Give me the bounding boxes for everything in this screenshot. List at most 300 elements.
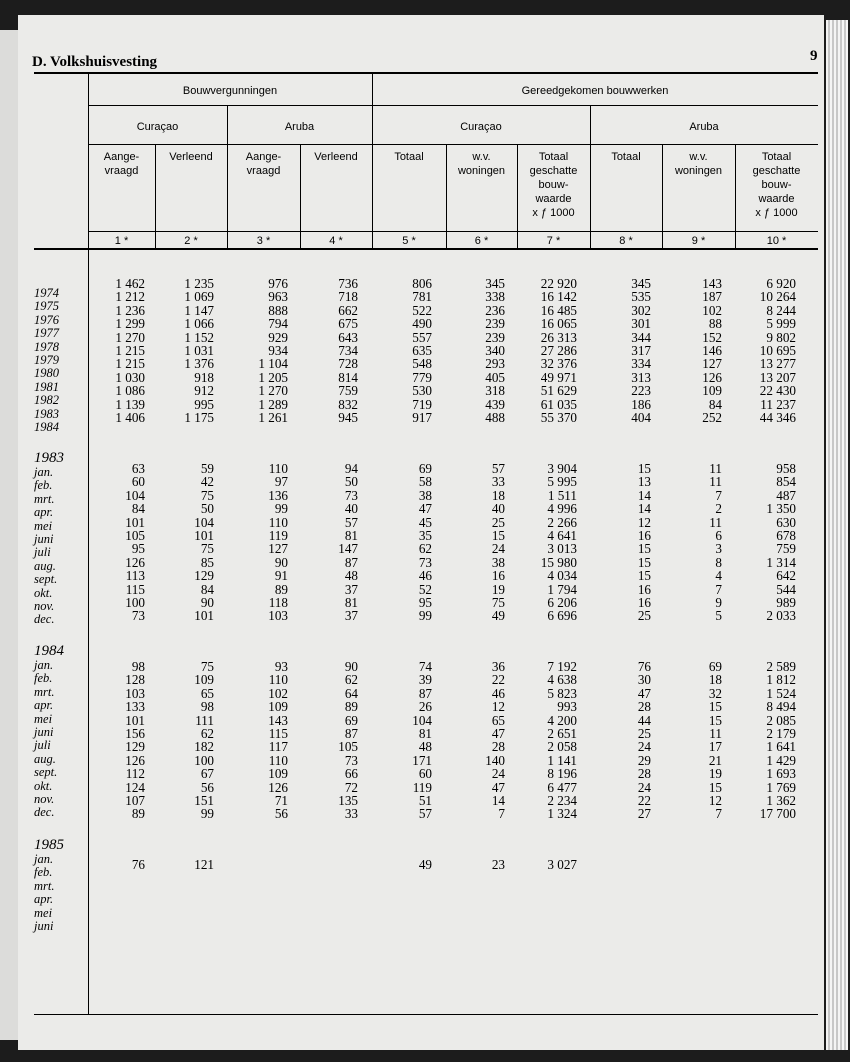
row-label: apr. — [34, 505, 54, 520]
cell-col-8: 27 — [637, 806, 651, 822]
cell-col-7: 3 013 — [547, 541, 577, 557]
cell-col-9: 143 — [702, 276, 722, 291]
column-header-4: Verleend — [314, 151, 358, 163]
cell-col-2: 995 — [194, 396, 214, 412]
cell-col-5: 530 — [412, 383, 432, 399]
cell-col-8: 14 — [637, 487, 651, 503]
cell-col-9: 15 — [708, 779, 722, 795]
cell-col-4: 662 — [338, 302, 358, 318]
cell-col-1: 1 270 — [115, 329, 145, 345]
cell-col-6: 340 — [485, 343, 505, 358]
cell-col-4: 89 — [344, 699, 358, 715]
year-heading: 1984 — [34, 643, 64, 659]
cell-col-4: 90 — [344, 659, 358, 674]
cell-col-10: 958 — [776, 461, 796, 476]
cell-col-9: 12 — [708, 793, 722, 808]
cell-col-4: 66 — [344, 766, 358, 782]
row-label: feb. — [34, 478, 53, 493]
row-label: dec. — [34, 612, 55, 627]
header-rule-1 — [88, 105, 818, 106]
row-label: aug. — [34, 751, 56, 766]
cell-col-2: 111 — [195, 712, 214, 728]
cell-col-6: 33 — [491, 474, 505, 490]
cell-col-6: 24 — [491, 541, 505, 557]
cell-col-6: 345 — [485, 276, 505, 291]
cell-col-6: 16 — [491, 568, 505, 584]
cell-col-2: 75 — [200, 541, 214, 557]
cell-col-3: 934 — [268, 343, 288, 358]
cell-col-2: 42 — [200, 474, 214, 490]
cell-col-8: 44 — [637, 712, 651, 728]
cell-col-3: 976 — [268, 276, 288, 291]
cell-col-3: 109 — [268, 699, 288, 715]
cell-col-7: 22 920 — [540, 276, 577, 291]
row-label: feb. — [34, 865, 53, 880]
cell-col-2: 85 — [200, 554, 214, 570]
cell-col-2: 100 — [194, 752, 214, 768]
cell-col-4: 62 — [344, 672, 358, 688]
cell-col-1: 60 — [131, 474, 145, 490]
cell-col-1: 1 236 — [115, 302, 145, 318]
cell-col-5: 104 — [412, 712, 432, 728]
cell-col-8: 15 — [637, 461, 651, 476]
cell-col-2: 129 — [194, 568, 214, 584]
cell-col-10: 13 207 — [759, 369, 796, 385]
cell-col-9: 152 — [702, 329, 722, 345]
cell-col-4: 759 — [338, 383, 358, 399]
cell-col-10: 1 429 — [766, 752, 796, 768]
cell-col-7: 993 — [557, 699, 577, 715]
cell-col-2: 67 — [200, 766, 214, 782]
cell-col-6: 14 — [491, 793, 505, 808]
cell-col-5: 47 — [418, 501, 432, 517]
cell-col-3: 93 — [274, 659, 288, 674]
cell-col-8: 334 — [631, 356, 651, 372]
cell-col-5: 74 — [418, 659, 432, 674]
cell-col-3: 888 — [268, 302, 288, 318]
cell-col-7: 27 286 — [540, 343, 577, 358]
cell-col-2: 62 — [200, 726, 214, 741]
cell-col-3: 56 — [274, 806, 288, 822]
cell-col-9: 32 — [708, 685, 722, 701]
cell-col-8: 302 — [631, 302, 651, 318]
cell-col-2: 1 147 — [184, 302, 214, 318]
cell-col-6: 24 — [491, 766, 505, 782]
cell-col-10: 10 695 — [759, 343, 796, 358]
column-number-10: 10 * — [766, 235, 787, 247]
cell-col-5: 39 — [418, 672, 432, 688]
cell-col-3: 71 — [274, 793, 288, 808]
cell-col-4: 37 — [344, 581, 358, 597]
column-header-2: Verleend — [169, 151, 213, 163]
table-row — [0, 411, 850, 425]
row-label: mrt. — [34, 684, 55, 699]
cell-col-3: 91 — [274, 568, 288, 584]
cell-col-5: 51 — [418, 793, 432, 808]
cell-col-3: 117 — [268, 739, 288, 755]
row-label: 1976 — [34, 312, 59, 327]
cell-col-10: 1 641 — [766, 739, 796, 755]
cell-col-2: 109 — [194, 672, 214, 688]
cell-col-8: 28 — [637, 699, 651, 715]
cell-col-5: 60 — [418, 766, 432, 782]
cell-col-2: 98 — [200, 699, 214, 715]
cell-col-9: 126 — [702, 369, 722, 385]
cell-col-4: 814 — [338, 369, 358, 385]
cell-col-7: 3 027 — [547, 857, 577, 872]
cell-col-5: 62 — [418, 541, 432, 557]
cell-col-1: 63 — [131, 461, 145, 476]
cell-col-1: 1 299 — [115, 316, 145, 332]
table-bottom-rule — [34, 1014, 818, 1015]
cell-col-6: 19 — [491, 581, 505, 597]
cell-col-4: 81 — [344, 595, 358, 610]
row-label: feb. — [34, 671, 53, 686]
cell-col-7: 4 638 — [547, 672, 577, 688]
cell-col-2: 84 — [200, 581, 214, 597]
cell-col-9: 84 — [708, 396, 722, 412]
column-header-8: Totaal — [611, 151, 641, 163]
cell-col-9: 21 — [708, 752, 722, 768]
row-label: jan. — [34, 852, 54, 866]
cell-col-10: 759 — [776, 541, 796, 557]
cell-col-9: 88 — [708, 316, 722, 332]
cell-col-1: 89 — [131, 806, 145, 822]
cell-col-8: 47 — [637, 685, 651, 701]
cell-col-6: 38 — [491, 554, 505, 570]
cell-col-2: 101 — [194, 608, 214, 624]
cell-col-6: 236 — [485, 302, 505, 318]
cell-col-9: 15 — [708, 699, 722, 715]
cell-col-1: 101 — [125, 712, 145, 728]
cell-col-9: 187 — [702, 289, 722, 305]
cell-col-9: 11 — [709, 726, 722, 741]
cell-col-9: 109 — [702, 383, 722, 399]
cell-col-7: 1 511 — [547, 487, 577, 503]
cell-col-3: 1 261 — [258, 410, 288, 425]
row-label: juli — [34, 545, 51, 560]
cell-col-1: 105 — [125, 528, 145, 543]
cell-col-10: 487 — [776, 487, 796, 503]
cell-col-7: 2 234 — [547, 793, 577, 808]
header-bottom-rule — [34, 248, 818, 250]
row-label: mrt. — [34, 878, 55, 893]
row-label: okt. — [34, 585, 53, 600]
cell-col-3: 1 205 — [258, 369, 288, 385]
cell-col-6: 65 — [491, 712, 505, 728]
cell-col-4: 73 — [344, 752, 358, 768]
cell-col-2: 918 — [194, 369, 214, 385]
sub-header-curacao-permits: Curaçao — [136, 121, 179, 133]
cell-col-8: 301 — [631, 316, 651, 332]
cell-col-3: 110 — [268, 461, 288, 476]
cell-col-1: 113 — [125, 568, 145, 584]
cell-col-5: 46 — [418, 568, 432, 584]
cell-col-10: 642 — [776, 568, 796, 584]
cell-col-10: 1 314 — [766, 554, 796, 570]
cell-col-10: 1 769 — [766, 779, 796, 795]
cell-col-2: 121 — [194, 857, 214, 872]
row-label: mei — [34, 518, 53, 533]
row-label: juni — [34, 919, 54, 933]
column-header-1: Aange- vraagd — [103, 151, 140, 177]
cell-col-7: 1 141 — [547, 752, 577, 768]
cell-col-3: 99 — [274, 501, 288, 517]
cell-col-8: 15 — [637, 541, 651, 557]
cell-col-6: 23 — [491, 857, 505, 872]
cell-col-1: 156 — [125, 726, 145, 741]
cell-col-7: 49 971 — [540, 369, 577, 385]
cell-col-8: 25 — [637, 726, 651, 741]
cell-col-8: 317 — [631, 343, 651, 358]
cell-col-10: 6 920 — [766, 276, 796, 291]
cell-col-4: 736 — [338, 276, 358, 291]
cell-col-10: 544 — [776, 581, 796, 597]
cell-col-8: 13 — [637, 474, 651, 490]
cell-col-7: 4 996 — [547, 501, 577, 517]
cell-col-6: 405 — [485, 369, 505, 385]
row-label: 1982 — [34, 393, 59, 408]
cell-col-1: 126 — [125, 752, 145, 768]
cell-col-6: 488 — [485, 410, 505, 425]
cell-col-2: 50 — [200, 501, 214, 517]
cell-col-2: 99 — [200, 806, 214, 822]
cell-col-6: 239 — [485, 316, 505, 332]
cell-col-7: 1 794 — [547, 581, 577, 597]
sub-header-curacao-completed: Curaçao — [460, 121, 502, 133]
cell-col-2: 104 — [194, 514, 214, 530]
cell-col-10: 678 — [776, 528, 796, 543]
cell-col-4: 73 — [344, 487, 358, 503]
cell-col-8: 535 — [631, 289, 651, 305]
cell-col-2: 1 066 — [184, 316, 214, 332]
cell-col-3: 119 — [268, 528, 288, 543]
cell-col-7: 2 651 — [547, 726, 577, 741]
cell-col-10: 5 999 — [766, 316, 796, 332]
cell-col-2: 75 — [200, 659, 214, 674]
group-header-bouwvergunningen: Bouwvergunningen — [182, 85, 278, 97]
cell-col-8: 223 — [631, 383, 651, 399]
row-label: 1975 — [34, 299, 59, 314]
cell-col-10: 10 264 — [759, 289, 796, 305]
cell-col-3: 1 104 — [258, 356, 288, 372]
row-label: mei — [34, 905, 53, 920]
cell-col-3: 118 — [268, 595, 288, 610]
cell-col-6: 12 — [491, 699, 505, 715]
cell-col-7: 32 376 — [540, 356, 577, 372]
cell-col-2: 912 — [194, 383, 214, 399]
cell-col-1: 128 — [125, 672, 145, 688]
cell-col-9: 2 — [715, 501, 722, 517]
table-row — [0, 858, 850, 872]
row-label: apr. — [34, 892, 54, 907]
cell-col-6: 47 — [491, 779, 505, 795]
year-heading: 1985 — [34, 837, 64, 853]
cell-col-1: 76 — [131, 857, 145, 872]
cell-col-4: 37 — [344, 608, 358, 624]
cell-col-4: 147 — [338, 541, 358, 557]
cell-col-9: 11 — [709, 474, 722, 490]
cell-col-6: 36 — [491, 659, 505, 674]
cell-col-9: 19 — [708, 766, 722, 782]
cell-col-5: 490 — [412, 316, 432, 332]
cell-col-1: 1 406 — [115, 410, 145, 425]
cell-col-4: 57 — [344, 514, 358, 530]
cell-col-5: 81 — [418, 726, 432, 741]
column-header-10: Totaal geschatte bouw- waarde x ƒ 1000 — [752, 151, 801, 219]
cell-col-3: 110 — [268, 514, 288, 530]
cell-col-3: 1 270 — [258, 383, 288, 399]
row-label: 1984 — [34, 420, 59, 434]
cell-col-7: 16 065 — [540, 316, 577, 332]
row-label: 1981 — [34, 379, 59, 394]
column-header-3: Aange- vraagd — [245, 151, 282, 177]
cell-col-8: 76 — [637, 659, 651, 674]
cell-col-2: 1 031 — [184, 343, 214, 358]
cell-col-2: 1 376 — [184, 356, 214, 372]
cell-col-10: 17 700 — [759, 806, 796, 822]
cell-col-4: 87 — [344, 554, 358, 570]
cell-col-8: 30 — [637, 672, 651, 688]
cell-col-7: 6 206 — [547, 595, 577, 610]
cell-col-3: 89 — [274, 581, 288, 597]
cell-col-5: 548 — [412, 356, 432, 372]
cell-col-5: 48 — [418, 739, 432, 755]
row-label: 1977 — [34, 326, 59, 341]
cell-col-3: 126 — [268, 779, 288, 795]
page-number: 9 — [810, 48, 818, 64]
sub-header-aruba-completed: Aruba — [689, 121, 719, 133]
row-label: aug. — [34, 558, 56, 573]
year-heading: 1983 — [34, 450, 64, 466]
cell-col-9: 15 — [708, 712, 722, 728]
cell-col-4: 87 — [344, 726, 358, 741]
cell-col-10: 2 085 — [766, 712, 796, 728]
cell-col-5: 49 — [418, 857, 432, 872]
cell-col-8: 28 — [637, 766, 651, 782]
cell-col-3: 963 — [268, 289, 288, 305]
cell-col-6: 7 — [498, 806, 505, 822]
table-row — [0, 807, 850, 821]
row-label: jan. — [34, 465, 54, 479]
cell-col-7: 51 629 — [540, 383, 577, 399]
cell-col-6: 15 — [491, 528, 505, 543]
cell-col-7: 3 904 — [547, 461, 577, 476]
cell-col-1: 133 — [125, 699, 145, 715]
row-label: okt. — [34, 778, 53, 793]
row-label: nov. — [34, 599, 55, 613]
cell-col-8: 25 — [637, 608, 651, 624]
cell-col-6: 18 — [491, 487, 505, 503]
cell-col-1: 1 030 — [115, 369, 145, 385]
column-number-3: 3 * — [256, 235, 271, 247]
cell-col-9: 6 — [715, 528, 722, 543]
cell-col-9: 4 — [715, 568, 722, 584]
cell-col-4: 832 — [338, 396, 358, 412]
cell-col-3: 110 — [268, 752, 288, 768]
row-label: mei — [34, 711, 53, 726]
cell-col-8: 12 — [637, 514, 651, 530]
cell-col-3: 109 — [268, 766, 288, 782]
cell-col-8: 313 — [631, 369, 651, 385]
column-number-6: 6 * — [474, 235, 489, 247]
row-label: juli — [34, 738, 51, 753]
cell-col-9: 9 — [715, 595, 722, 610]
cell-col-6: 40 — [491, 501, 505, 517]
cell-col-4: 64 — [344, 685, 358, 701]
cell-col-4: 135 — [338, 793, 358, 808]
row-label: 1974 — [34, 286, 59, 300]
cell-col-1: 101 — [125, 514, 145, 530]
cell-col-8: 345 — [631, 276, 651, 291]
row-label: 1978 — [34, 339, 59, 354]
cell-col-4: 40 — [344, 501, 358, 517]
cell-col-5: 781 — [412, 289, 432, 305]
cell-col-9: 11 — [709, 461, 722, 476]
cell-col-3: 136 — [268, 487, 288, 503]
cell-col-9: 7 — [715, 487, 722, 503]
cell-col-7: 8 196 — [547, 766, 577, 782]
cell-col-6: 239 — [485, 329, 505, 345]
cell-col-8: 15 — [637, 554, 651, 570]
cell-col-8: 344 — [631, 329, 651, 345]
cell-col-5: 57 — [418, 806, 432, 822]
cell-col-1: 1 212 — [115, 289, 145, 305]
cell-col-1: 1 215 — [115, 356, 145, 372]
cell-col-9: 5 — [715, 608, 722, 624]
cell-col-10: 1 350 — [766, 501, 796, 517]
cell-col-7: 5 823 — [547, 685, 577, 701]
cell-col-5: 557 — [412, 329, 432, 345]
cell-col-1: 115 — [125, 581, 145, 597]
cell-col-4: 945 — [338, 410, 358, 425]
cell-col-3: 102 — [268, 685, 288, 701]
cell-col-7: 16 142 — [540, 289, 577, 305]
cell-col-2: 90 — [200, 595, 214, 610]
cell-col-9: 127 — [702, 356, 722, 372]
cell-col-7: 2 266 — [547, 514, 577, 530]
cell-col-10: 2 033 — [766, 608, 796, 624]
cell-col-5: 779 — [412, 369, 432, 385]
cell-col-6: 140 — [485, 752, 505, 768]
cell-col-5: 73 — [418, 554, 432, 570]
cell-col-8: 24 — [637, 779, 651, 795]
row-label: juni — [34, 532, 54, 546]
cell-col-7: 26 313 — [540, 329, 577, 345]
cell-col-2: 151 — [194, 793, 214, 808]
cell-col-1: 112 — [125, 766, 145, 782]
row-label: 1979 — [34, 353, 59, 367]
cell-col-1: 129 — [125, 739, 145, 755]
column-number-1: 1 * — [114, 235, 129, 247]
header-rule-2 — [88, 144, 818, 145]
group-header-gereedgekomen: Gereedgekomen bouwwerken — [521, 85, 669, 97]
cell-col-5: 95 — [418, 595, 432, 610]
cell-col-3: 127 — [268, 541, 288, 557]
cell-col-5: 719 — [412, 396, 432, 412]
row-label: sept. — [34, 572, 58, 587]
cell-col-7: 61 035 — [540, 396, 577, 412]
cell-col-5: 35 — [418, 528, 432, 543]
cell-col-1: 95 — [131, 541, 145, 557]
cell-col-9: 69 — [708, 659, 722, 674]
cell-col-8: 404 — [631, 410, 651, 425]
cell-col-9: 3 — [715, 541, 722, 557]
cell-col-7: 16 485 — [540, 302, 577, 318]
column-number-9: 9 * — [691, 235, 706, 247]
cell-col-5: 171 — [412, 752, 432, 768]
cell-col-4: 50 — [344, 474, 358, 490]
